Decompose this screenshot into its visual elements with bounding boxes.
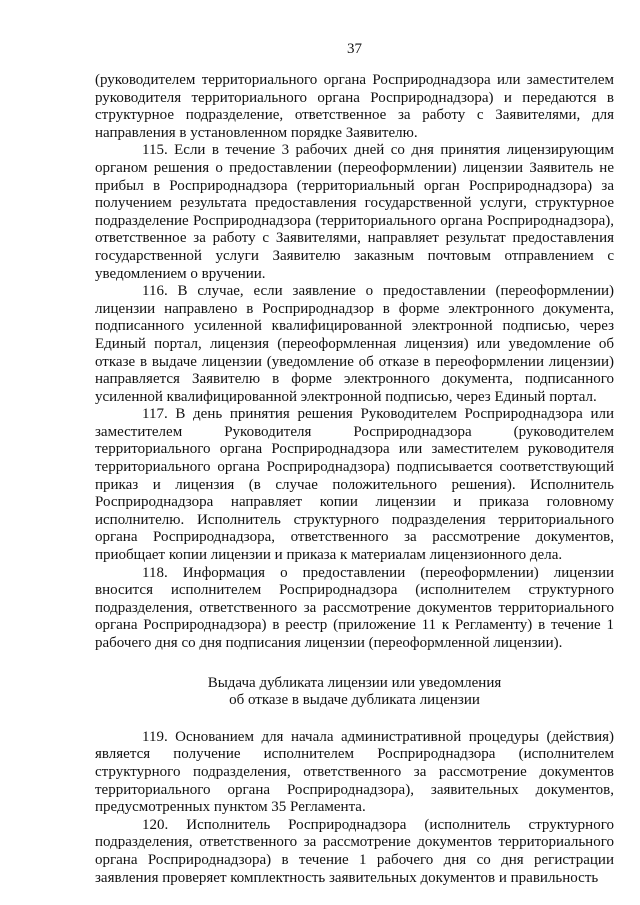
paragraph-117: 117. В день принятия решения Руководителем Росприроднадзора или заместителем Руководителя Росприроднадзора (руководителем территориального органа Росприроднадзора или заместителем руководителя территориального органа Росприроднадзора) подписывается соответствующий приказ и лицензия (в случае положительного решения). Исполнитель Росприроднадзора направляет копии лицензии и приказа головному исполнителю. Исполнитель структурного подразделения территориального органа Росприроднадзора, ответственного за рассмотрение документов, приобщает копии лицензии и приказа к материалам лицензионного дела. <box>95 406 614 564</box>
paragraph-continuation: (руководителем территориального органа Росприроднадзора или заместителем руководителя территориального органа Росприроднадзора) и передаются в структурное подразделение, ответственное за работу с Заявителями, для направления в установленном порядке Заявителю. <box>95 72 614 141</box>
page-number: 37 <box>347 41 362 57</box>
section-heading <box>95 675 614 710</box>
paragraph-119: 119. Основанием для начала административной процедуры (действия) является получение исполнителем Росприроднадзора (исполнителем структурного подразделения, ответственного за рассмотрение документов территориального органа Росприроднадзора), заявительных документов, предусмотренных пунктом 35 Регламента. <box>95 728 614 816</box>
paragraph-120: 120. Исполнитель Росприроднадзора (исполнитель структурного подразделения, ответственного за рассмотрение документов территориального органа Росприроднадзора) в течение 1 рабочего дня со дня регистрации заявления проверяет комплектность заявительных документов и правильность <box>95 816 614 886</box>
section-heading-line-2: об отказе в выдаче дубликата лицензии <box>229 692 480 709</box>
paragraph-116: 116. В случае, если заявление о предоставлении (переоформлении) лицензии направлено в Росприроднадзор в форме электронного документа, подписанного усиленной квалифицированной электронной подписью, через Единый портал, лицензия (переоформленная лицензия) или уведомление об отказе в выдаче лицензии (уведомление об отказе в переоформлении лицензии) направляется Заявителю в форме электронного документа, подписанного усиленной квалифицированной электронной подписью, через Единый портал. <box>95 283 614 405</box>
paragraph-115: 115. Если в течение 3 рабочих дней со дня принятия лицензирующим органом решения о предоставлении (переоформлении) лицензии Заявитель не прибыл в Росприроднадзора (территориальный орган Росприроднадзора) за получением результата предоставления государственной услуги, структурное подразделение Росприроднадзора (территориального органа Росприроднадзора), ответственное за работу с Заявителями, направляет результат предоставления государственной услуги Заявителю заказным почтовым отправлением с уведомлением о вручении. <box>95 142 614 282</box>
section-heading-line-1: Выдача дубликата лицензии или уведомления <box>207 674 502 691</box>
paragraph-118: 118. Информация о предоставлении (переоформлении) лицензии вносится исполнителем Росприроднадзора (исполнителем структурного подразделения, ответственного за рассмотрение документов территориального органа Росприроднадзора) в реестр (приложение 11 к Регламенту) в течение 1 рабочего дня со дня подписания лицензии (переоформленной лицензии). <box>95 564 614 651</box>
